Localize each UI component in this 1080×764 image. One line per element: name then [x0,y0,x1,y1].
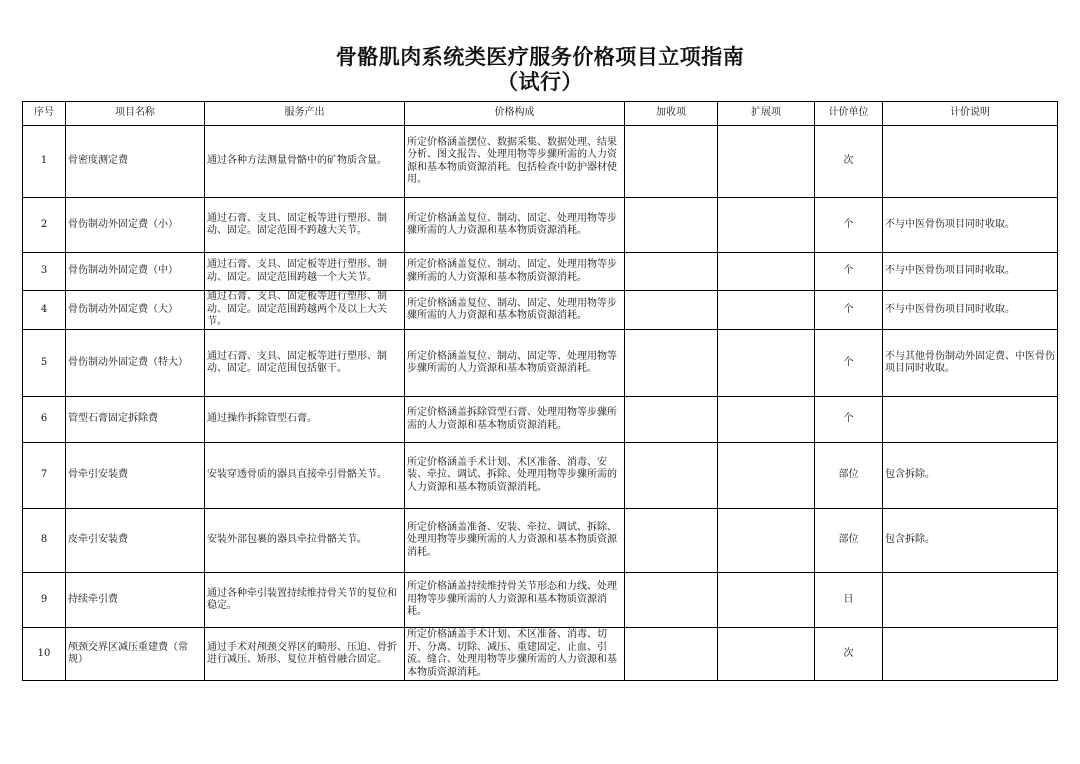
cell-price: 所定价格涵盖持续维持骨关节形态和力线、处理用物等步骤所需的人力资源和基本物质资源消耗。 [405,573,625,628]
cell-extra [625,198,718,253]
cell-price: 所定价格涵盖复位、制动、固定、处理用物等步骤所需的人力资源和基本物质资源消耗。 [405,253,625,291]
cell-extra [625,330,718,397]
table-row [23,330,1058,397]
table-row [23,126,1058,198]
cell-note [883,397,1058,443]
cell-unit: 次 [815,126,883,198]
cell-note: 包含拆除。 [883,443,1058,509]
cell-expand [718,397,815,443]
cell-name: 骨密度测定费 [66,126,205,198]
cell-output: 通过操作拆除管型石膏。 [205,397,405,443]
cell-name: 骨牵引安装费 [66,443,205,509]
cell-name: 皮牵引安装费 [66,509,205,573]
cell-unit: 个 [815,253,883,291]
cell-unit: 个 [815,330,883,397]
cell-no: 8 [23,509,66,573]
cell-unit: 部位 [815,509,883,573]
cell-unit: 个 [815,198,883,253]
cell-output: 通过各种牵引装置持续维持骨关节的复位和稳定。 [205,573,405,628]
cell-name: 管型石膏固定拆除费 [66,397,205,443]
table-row [23,443,1058,509]
cell-output: 通过石膏、支具、固定板等进行塑形、制动、固定。固定范围包括躯干。 [205,330,405,397]
cell-note: 包含拆除。 [883,509,1058,573]
header-name: 项目名称 [66,102,205,126]
cell-output: 通过各种方法测量骨骼中的矿物质含量。 [205,126,405,198]
cell-expand [718,509,815,573]
cell-note [883,628,1058,681]
cell-output: 通过石膏、支具、固定板等进行塑形、制动、固定。固定范围跨越两个及以上大关节。 [205,291,405,330]
header-note: 计价说明 [883,102,1058,126]
cell-no: 4 [23,291,66,330]
cell-price: 所定价格涵盖复位、制动、固定等、处理用物等步骤所需的人力资源和基本物质资源消耗。 [405,330,625,397]
cell-extra [625,573,718,628]
table-body [23,126,1058,681]
cell-name: 骨伤制动外固定费（特大） [66,330,205,397]
document-subtitle: （试行） [497,70,583,94]
cell-note: 不与中医骨伤项目同时收取。 [883,253,1058,291]
cell-no: 1 [23,126,66,198]
cell-unit: 个 [815,291,883,330]
cell-price: 所定价格涵盖复位、制动、固定、处理用物等步骤所需的人力资源和基本物质资源消耗。 [405,291,625,330]
header-no: 序号 [23,102,66,126]
cell-no: 5 [23,330,66,397]
cell-extra [625,509,718,573]
cell-output: 安装穿透骨质的器具直接牵引骨骼关节。 [205,443,405,509]
cell-output: 通过手术对颅颈交界区的畸形、压迫、骨折进行减压、矫形、复位并植骨融合固定。 [205,628,405,681]
cell-extra [625,628,718,681]
table-row [23,198,1058,253]
header-expand: 扩展项 [718,102,815,126]
cell-price: 所定价格涵盖手术计划、术区准备、消毒、安装、牵拉、调试、拆除、处理用物等步骤所需的人力资源和基本物质资源消耗。 [405,443,625,509]
cell-name: 骨伤制动外固定费（中） [66,253,205,291]
cell-expand [718,330,815,397]
cell-extra [625,291,718,330]
table-row [23,628,1058,681]
cell-expand [718,628,815,681]
cell-expand [718,126,815,198]
cell-name: 持续牵引费 [66,573,205,628]
cell-expand [718,253,815,291]
cell-extra [625,443,718,509]
cell-note [883,573,1058,628]
cell-note: 不与其他骨伤制动外固定费、中医骨伤项目同时收取。 [883,330,1058,397]
table-row [23,573,1058,628]
cell-note [883,126,1058,198]
cell-expand [718,198,815,253]
table-row [23,509,1058,573]
table-row [23,253,1058,291]
cell-name: 颅颈交界区减压重建费（常规） [66,628,205,681]
cell-unit: 部位 [815,443,883,509]
cell-price: 所定价格涵盖复位、制动、固定、处理用物等步骤所需的人力资源和基本物质资源消耗。 [405,198,625,253]
cell-output: 通过石膏、支具、固定板等进行塑形、制动、固定。固定范围不跨越大关节。 [205,198,405,253]
cell-price: 所定价格涵盖手术计划、术区准备、消毒、切开、分离、切除、减压、重建固定、止血、引流、缝合、处理用物等步骤所需的人力资源和基本物质资源消耗。 [405,628,625,681]
cell-price: 所定价格涵盖准备、安装、牵拉、调试、拆除、处理用物等步骤所需的人力资源和基本物质资源消耗。 [405,509,625,573]
cell-note: 不与中医骨伤项目同时收取。 [883,291,1058,330]
cell-unit: 次 [815,628,883,681]
header-output: 服务产出 [205,102,405,126]
cell-name: 骨伤制动外固定费（大） [66,291,205,330]
cell-no: 3 [23,253,66,291]
document-title: 骨骼肌肉系统类医疗服务价格项目立项指南 [335,45,745,69]
cell-no: 6 [23,397,66,443]
cell-name: 骨伤制动外固定费（小） [66,198,205,253]
header-extra: 加收项 [625,102,718,126]
cell-price: 所定价格涵盖摆位、数据采集、数据处理、结果分析、图文报告、处理用物等步骤所需的人力资源和基本物质资源消耗。包括检查中防护器材使用。 [405,126,625,198]
header-price: 价格构成 [405,102,625,126]
cell-extra [625,126,718,198]
cell-unit: 个 [815,397,883,443]
cell-no: 2 [23,198,66,253]
cell-no: 9 [23,573,66,628]
price-items-table [22,101,1058,681]
cell-no: 10 [23,628,66,681]
table-row [23,291,1058,330]
cell-extra [625,397,718,443]
cell-output: 安装外部包裹的器具牵拉骨骼关节。 [205,509,405,573]
cell-price: 所定价格涵盖拆除管型石膏、处理用物等步骤所需的人力资源和基本物质资源消耗。 [405,397,625,443]
cell-extra [625,253,718,291]
cell-expand [718,573,815,628]
table-header-row [23,102,1058,126]
cell-note: 不与中医骨伤项目同时收取。 [883,198,1058,253]
cell-no: 7 [23,443,66,509]
header-unit: 计价单位 [815,102,883,126]
cell-expand [718,291,815,330]
table-row [23,397,1058,443]
cell-expand [718,443,815,509]
cell-unit: 日 [815,573,883,628]
cell-output: 通过石膏、支具、固定板等进行塑形、制动、固定。固定范围跨越一个大关节。 [205,253,405,291]
